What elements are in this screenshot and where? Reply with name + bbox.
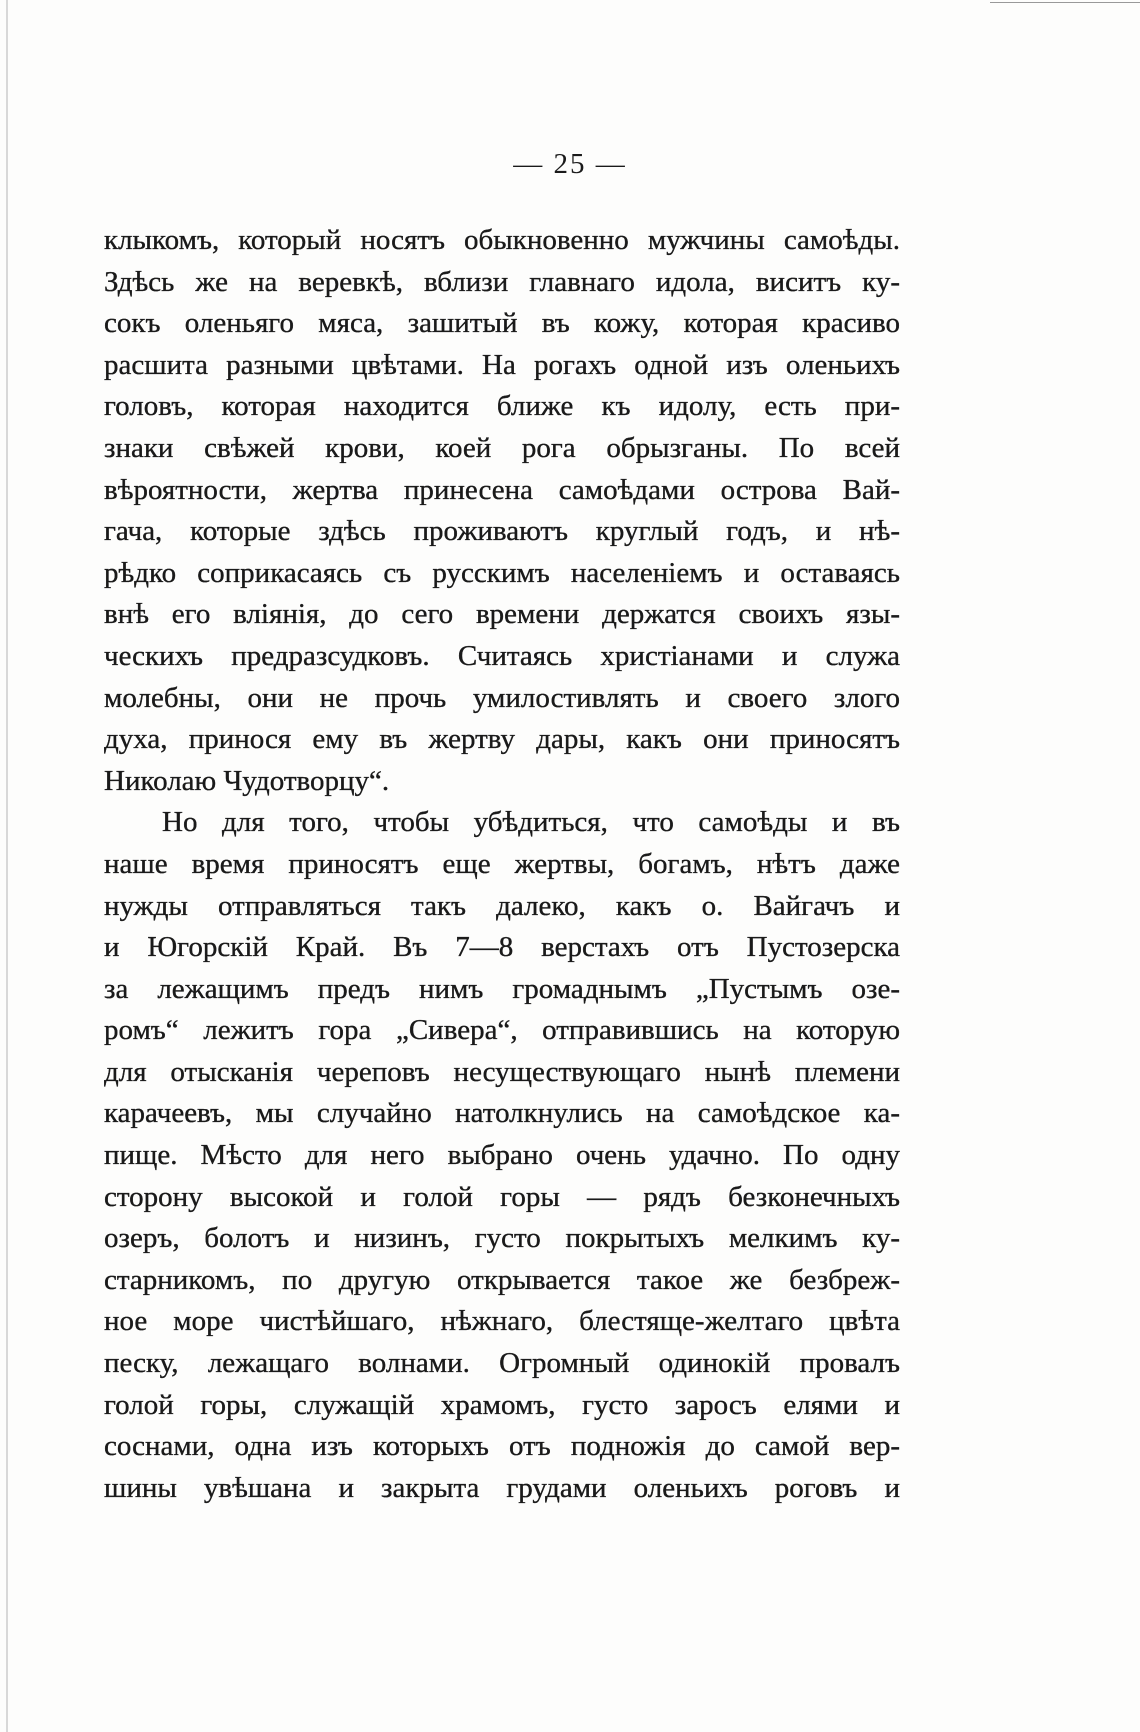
text-line: клыкомъ, который носятъ обыкновенно мужчины самоѣды. (104, 224, 900, 256)
text-line: расшита разными цвѣтами. На рогахъ одной изъ оленьихъ (104, 348, 900, 381)
text-line: головъ, которая находится ближе къ идолу, есть при- (104, 390, 900, 423)
text-line: ромъ“ лежитъ гора „Сивера“, отправившись на которую (104, 1014, 900, 1047)
text-line: Но для того, чтобы убѣдиться, что самоѣды и въ (162, 806, 900, 839)
text-line: за лежащимъ предъ нимъ громаднымъ „Пустымъ озе- (104, 972, 900, 1005)
text-line: озеръ, болотъ и низинъ, густо покрытыхъ мелкимъ ку- (104, 1222, 900, 1255)
text-line: духа, принося ему въ жертву дары, какъ они приносятъ (104, 723, 900, 756)
text-line: внѣ его вліянія, до сего времени держатся своихъ язы- (104, 598, 900, 631)
text-line: молебны, они не прочь умилостивлять и своего злого (104, 681, 900, 714)
text-line: рѣдко соприкасаясь съ русскимъ населеніемъ и оставаясь (104, 556, 900, 589)
page-number: — 25 — (513, 148, 627, 180)
text-line: сокъ оленьяго мяса, зашитый въ кожу, которая красиво (104, 307, 900, 340)
text-line: пище. Мѣсто для него выбрано очень удачно. По одну (104, 1139, 900, 1172)
text-line: ческихъ предразсудковъ. Считаясь христіанами и служа (104, 639, 900, 672)
text-line: соснами, одна изъ которыхъ отъ подножія до самой вер- (104, 1430, 900, 1463)
text-line: наше время приносятъ еще жертвы, богамъ, нѣтъ даже (104, 847, 900, 880)
text-line: карачеевъ, мы случайно натолкнулись на самоѣдское ка- (104, 1097, 900, 1130)
text-line: и Югорскій Край. Въ 7—8 верстахъ отъ Пустозерска (104, 931, 900, 964)
scan-edge-top (990, 2, 1140, 3)
text-line: гача, которые здѣсь проживаютъ круглый годъ, и нѣ- (104, 515, 900, 548)
text-line: ное море чистѣйшаго, нѣжнаго, блестяще-желтаго цвѣта (104, 1305, 900, 1338)
text-line: Николаю Чудотворцу“. (104, 764, 390, 797)
text-line: старникомъ, по другую открывается такое же безбреж- (104, 1263, 900, 1296)
text-line: знаки свѣжей крови, коей рога обрызганы. По всей (104, 431, 900, 464)
paragraph-2 (104, 802, 900, 1509)
text-line: сторону высокой и голой горы — рядъ безконечныхъ (104, 1180, 900, 1213)
text-line: песку, лежащаго волнами. Огромный одинокій провалъ (104, 1347, 900, 1380)
scan-edge-left (6, 0, 8, 1732)
body-text (104, 220, 900, 1509)
text-line: нужды отправляться такъ далеко, какъ о. Вайгачъ и (104, 889, 900, 922)
paragraph-1 (104, 220, 900, 802)
text-line: вѣроятности, жертва принесена самоѣдами острова Вай- (104, 473, 900, 506)
text-line: голой горы, служащій храмомъ, густо заросъ елями и (104, 1388, 900, 1421)
text-line: для отысканія череповъ несуществующаго нынѣ племени (104, 1055, 900, 1088)
text-line: шины увѣшана и закрыта грудами оленьихъ роговъ и (104, 1471, 900, 1504)
text-line: Здѣсь же на веревкѣ, вблизи главнаго идола, виситъ ку- (104, 265, 900, 298)
